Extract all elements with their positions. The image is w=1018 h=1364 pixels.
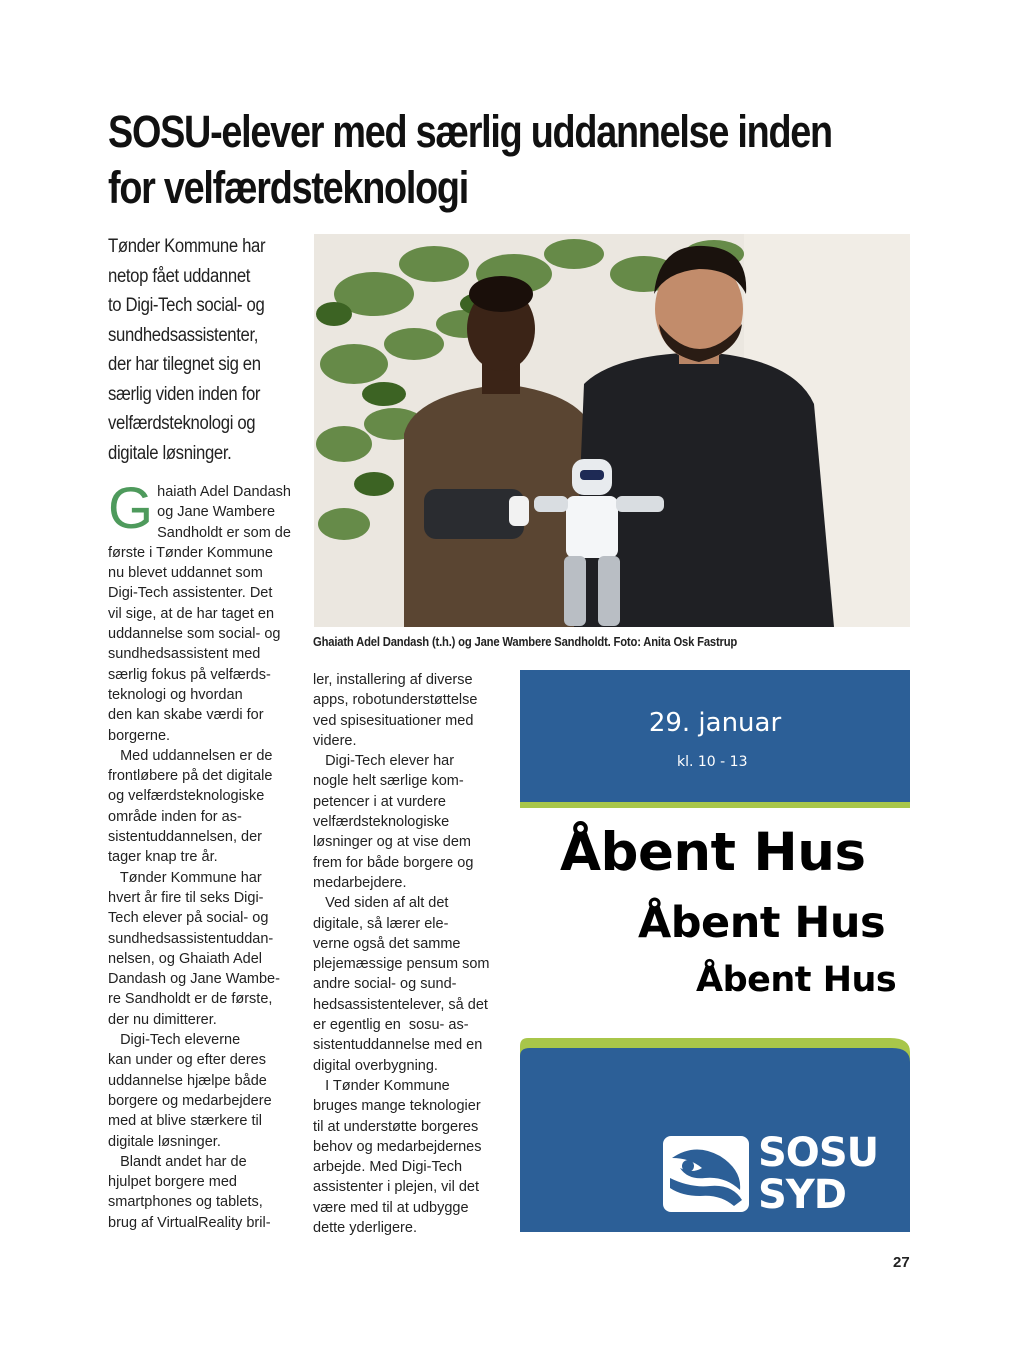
body-text-line: haiath Adel Dandash [157, 484, 291, 500]
body-text-line: behov og medarbejdernes [313, 1138, 482, 1155]
open-house-heading-small: Åbent Hus [696, 960, 897, 1000]
body-text-line: medarbejdere. [313, 874, 407, 891]
body-text-line: smartphones og tablets, [108, 1194, 263, 1211]
body-text-line: Med uddannelsen er de [108, 747, 273, 764]
body-text-line: der nu dimitterer. [108, 1011, 217, 1028]
body-text-line: borgerne. [108, 727, 171, 744]
body-text-line: med at blive stærkere til [108, 1113, 262, 1130]
body-text-line: teknologi og hvordan [108, 686, 243, 703]
body-text-line: velfærdsteknologiske [313, 814, 450, 831]
lead-line: der har tilegnet sig en [108, 354, 261, 375]
article-headline [108, 104, 931, 216]
body-text-line: kan under og efter deres [108, 1052, 266, 1069]
lead-line: to Digi-Tech social- og [108, 295, 265, 316]
body-text-line: videre. [313, 732, 357, 749]
sosu-syd-logo-text [758, 1132, 878, 1216]
body-column-1 [108, 476, 293, 1233]
sosu-syd-logo-icon [663, 1136, 749, 1212]
body-text-line: frem for både borgere og [313, 854, 474, 871]
body-text-line: sundhedsassistentuddan- [108, 930, 274, 947]
photo-illustration [314, 234, 910, 627]
lead-line: digitale løsninger. [108, 442, 232, 464]
body-text-line: sistentuddannelse med en [313, 1037, 483, 1054]
body-text-line: Digi-Tech assistenter. Det [108, 585, 273, 602]
body-text-line: første i Tønder Kommune [108, 544, 273, 561]
body-text-line: hvert år fire til seks Digi- [108, 889, 264, 906]
body-text-line: brug af VirtualReality bril- [108, 1214, 271, 1231]
body-text-line: Sandholdt er som de [157, 524, 291, 541]
article-lead [108, 232, 289, 468]
body-text-line: sundhedsassistent med [108, 646, 261, 663]
open-house-heading-large: Åbent Hus [560, 822, 866, 883]
body-text-line: sistentuddannelsen, der [108, 829, 262, 846]
lead-line: særlig viden inden for [108, 383, 261, 405]
lead-line: sundhedsassistenter, [108, 324, 259, 346]
lead-line: netop fået uddannet [108, 265, 251, 287]
body-text-line: Ved siden af alt det [313, 895, 449, 912]
body-text-line: tager knap tre år. [108, 849, 218, 866]
body-text-line: og Jane Wambere [157, 504, 276, 521]
ad-date: 29. januar [648, 708, 782, 738]
body-text-line: være med til at udbygge [313, 1199, 469, 1216]
body-text-line: I Tønder Kommune [313, 1077, 450, 1094]
body-text-line: apps, robotunderstøttelse [313, 692, 478, 709]
body-text-line: Tønder Kommune har [108, 869, 262, 886]
drop-cap: G [108, 476, 154, 541]
body-text-line: vil sige, at de har taget en [108, 605, 275, 622]
body-text-line: Digi-Tech elever har [313, 753, 455, 770]
body-text-line: verne også det samme [313, 935, 461, 952]
body-text-line: dette yderligere. [313, 1220, 417, 1237]
body-text-line: hedsassistentelever, så det [313, 996, 488, 1013]
body-text-line: Tech elever på social- og [108, 910, 269, 927]
body-text-line: den kan skabe værdi for [108, 707, 264, 724]
body-text-line: digital overbygning. [313, 1057, 438, 1074]
page-number: 27 [893, 1254, 910, 1271]
body-text-line: frontløbere på det digitale [108, 768, 273, 785]
body-text-line: bruges mange teknologier [313, 1098, 481, 1115]
body-text-line: assistenter i plejen, vil det [313, 1179, 480, 1196]
body-text-line: Dandash og Jane Wambe- [108, 971, 280, 988]
ad-time: kl. 10 - 13 [677, 754, 748, 770]
photo-caption: Ghaiath Adel Dandash (t.h.) og Jane Wambere Sandholdt. Foto: Anita Osk Fastrup [313, 635, 738, 649]
headline-line-1: SOSU-elever med særlig uddannelse inden [108, 106, 832, 157]
article-photo [314, 234, 910, 627]
body-text-line: uddannelse som social- og [108, 626, 281, 643]
body-column-2 [313, 670, 498, 1238]
body-text-line: plejemæssige pensum som [313, 956, 490, 973]
ad-accent-stripe [520, 802, 910, 808]
body-text-line: område inden for as- [108, 808, 242, 825]
body-text-line: andre social- og sund- [313, 976, 457, 993]
open-house-heading-medium: Åbent Hus [638, 898, 886, 948]
body-text-line: er egentlig en sosu- as- [313, 1017, 469, 1034]
lead-line: velfærdsteknologi og [108, 413, 256, 434]
body-text-line: nelsen, og Ghaiath Adel [108, 950, 262, 967]
body-text-line: til at understøtte borgeres [313, 1118, 479, 1135]
body-text-line: digitale, så lærer ele- [313, 915, 449, 932]
body-text-line: digitale løsninger. [108, 1133, 221, 1150]
body-text-line: nu blevet uddannet som [108, 565, 263, 582]
lead-line: Tønder Kommune har [108, 236, 266, 257]
body-text-line: borgere og medarbejdere [108, 1092, 272, 1109]
body-text-line: uddannelse hjælpe både [108, 1072, 267, 1089]
body-text-line: ved spisesituationer med [313, 712, 474, 729]
body-text-line: re Sandholdt er de første, [108, 991, 273, 1008]
logo-line-1: SOSU [758, 1130, 879, 1176]
headline-line-2: for velfærdsteknologi [108, 162, 469, 213]
logo-line-2: SYD [758, 1172, 846, 1218]
body-text-line: løsninger og at vise dem [313, 834, 471, 851]
body-text-line: petencer i at vurdere [313, 793, 446, 810]
body-text-line: Digi-Tech eleverne [108, 1032, 241, 1049]
body-text-line: hjulpet borgere med [108, 1174, 237, 1191]
body-text-line: nogle helt særlige kom- [313, 773, 464, 790]
column-1-text [108, 476, 293, 1233]
body-text-line: ler, installering af diverse [313, 672, 473, 688]
body-text-line: særlig fokus på velfærds- [108, 666, 271, 683]
body-text-line: og velfærdsteknologiske [108, 788, 265, 805]
body-text-line: arbejde. Med Digi-Tech [313, 1159, 463, 1176]
column-2-text [313, 670, 498, 1238]
body-text-line: Blandt andet har de [108, 1153, 247, 1170]
